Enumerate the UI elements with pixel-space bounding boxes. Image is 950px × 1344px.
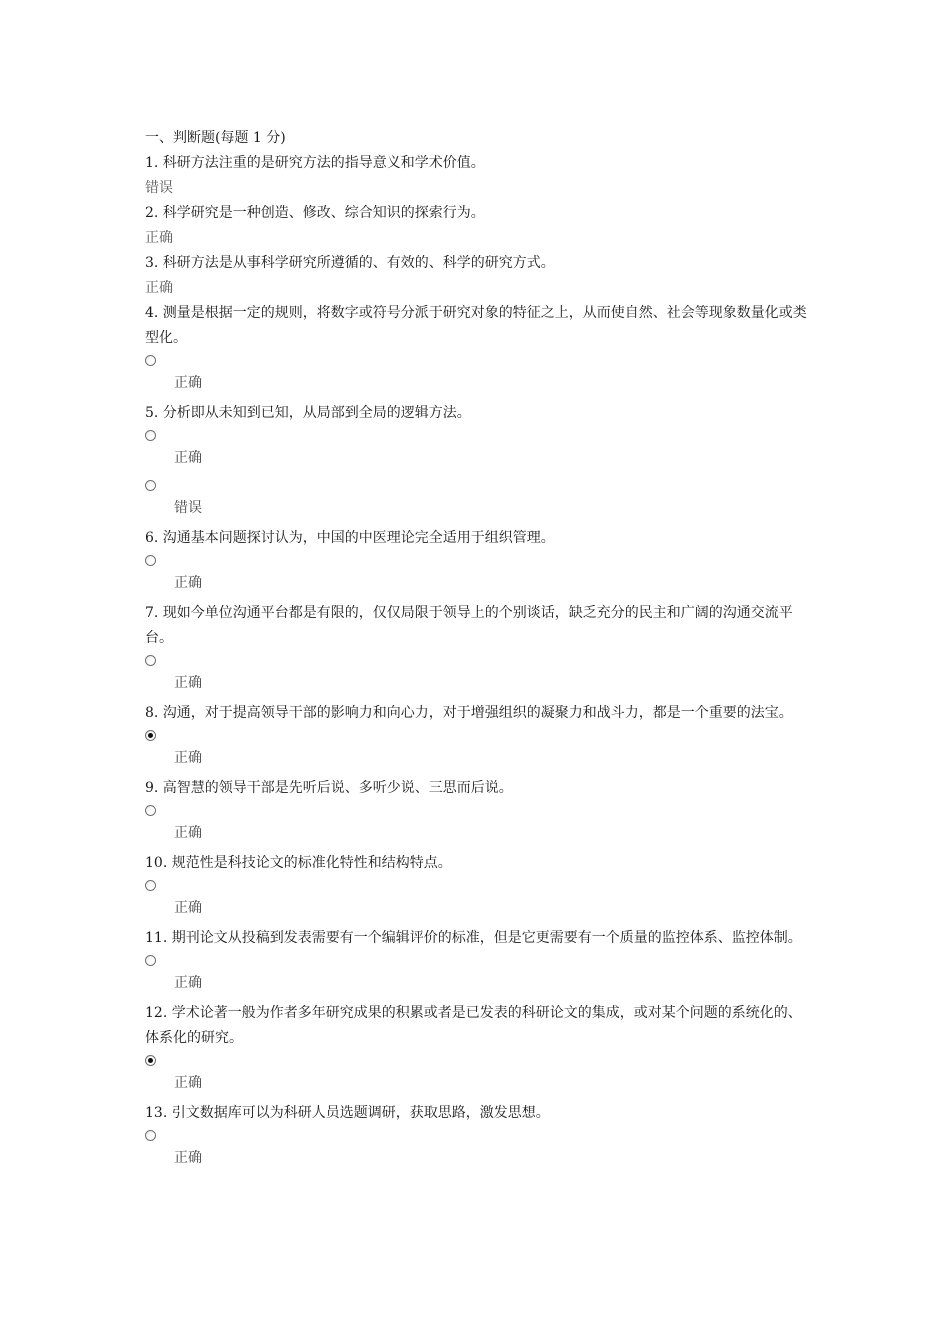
question-text: 1. 科研方法注重的是研究方法的指导意义和学术价值。 [145, 155, 485, 171]
question-11 [145, 926, 810, 1001]
radio-button[interactable] [145, 480, 156, 491]
radio-button[interactable] [145, 955, 156, 966]
question-text: 9. 高智慧的领导干部是先听后说、多听少说、三思而后说。 [145, 780, 513, 796]
radio-button[interactable] [145, 355, 156, 366]
question-text: 12. 学术论著一般为作者多年研究成果的积累或者是已发表的科研论文的集成，或对某个问题的系统化的、体系化的研究。 [145, 1005, 802, 1046]
question-6 [145, 526, 810, 601]
option-label: 正确 [174, 1150, 202, 1166]
option-true[interactable] [145, 426, 810, 476]
option-true[interactable] [145, 951, 810, 1001]
option-label: 正确 [174, 825, 202, 841]
option-label: 正确 [174, 900, 202, 916]
option-true[interactable] [145, 801, 810, 851]
question-8 [145, 701, 810, 776]
option-label: 正确 [174, 375, 202, 391]
question-text: 11. 期刊论文从投稿到发表需要有一个编辑评价的标准，但是它更需要有一个质量的监控体系、监控体制。 [145, 930, 802, 946]
question-12 [145, 1001, 810, 1101]
question-13 [145, 1101, 810, 1176]
radio-button[interactable] [145, 555, 156, 566]
section-title: 一、判断题(每题 1 分) [145, 130, 286, 146]
question-7 [145, 601, 810, 701]
option-false[interactable] [145, 476, 810, 526]
question-text: 4. 测量是根据一定的规则，将数字或符号分派于研究对象的特征之上，从而使自然、社会等现象数量化或类型化。 [145, 305, 807, 346]
option-true[interactable] [145, 1051, 810, 1101]
option-label: 正确 [174, 575, 202, 591]
question-text: 8. 沟通，对于提高领导干部的影响力和向心力，对于增强组织的凝聚力和战斗力，都是一个重要的法宝。 [145, 705, 793, 721]
radio-button[interactable] [145, 1130, 156, 1141]
option-label: 正确 [174, 675, 202, 691]
option-true[interactable] [145, 551, 810, 601]
option-true[interactable] [145, 651, 810, 701]
question-9 [145, 776, 810, 851]
question-1 [145, 151, 810, 201]
option-true[interactable] [145, 876, 810, 926]
option-label: 正确 [174, 750, 202, 766]
question-text: 5. 分析即从未知到已知，从局部到全局的逻辑方法。 [145, 405, 471, 421]
answer-text: 错误 [145, 180, 173, 196]
option-true[interactable] [145, 351, 810, 401]
question-5 [145, 401, 810, 526]
question-text: 3. 科研方法是从事科学研究所遵循的、有效的、科学的研究方式。 [145, 255, 555, 271]
radio-button[interactable] [145, 655, 156, 666]
option-label: 正确 [174, 450, 202, 466]
radio-button[interactable] [145, 430, 156, 441]
answer-text: 正确 [145, 280, 173, 296]
option-label: 错误 [174, 500, 202, 516]
question-4 [145, 301, 810, 401]
question-text: 6. 沟通基本问题探讨认为，中国的中医理论完全适用于组织管理。 [145, 530, 555, 546]
question-text: 13. 引文数据库可以为科研人员选题调研，获取思路，激发思想。 [145, 1105, 550, 1121]
question-text: 2. 科学研究是一种创造、修改、综合知识的探索行为。 [145, 205, 485, 221]
option-label: 正确 [174, 975, 202, 991]
question-2 [145, 201, 810, 251]
radio-button-selected[interactable] [145, 730, 156, 741]
question-text: 10. 规范性是科技论文的标准化特性和结构特点。 [145, 855, 452, 871]
radio-button[interactable] [145, 805, 156, 816]
option-true[interactable] [145, 1126, 810, 1176]
question-text: 7. 现如今单位沟通平台都是有限的，仅仅局限于领导上的个别谈话，缺乏充分的民主和广阔的沟通交流平台。 [145, 605, 793, 646]
option-true[interactable] [145, 726, 810, 776]
question-10 [145, 851, 810, 926]
option-label: 正确 [174, 1075, 202, 1091]
radio-button-selected[interactable] [145, 1055, 156, 1066]
question-3 [145, 251, 810, 301]
radio-button[interactable] [145, 880, 156, 891]
quiz-content [145, 126, 810, 1176]
answer-text: 正确 [145, 230, 173, 246]
